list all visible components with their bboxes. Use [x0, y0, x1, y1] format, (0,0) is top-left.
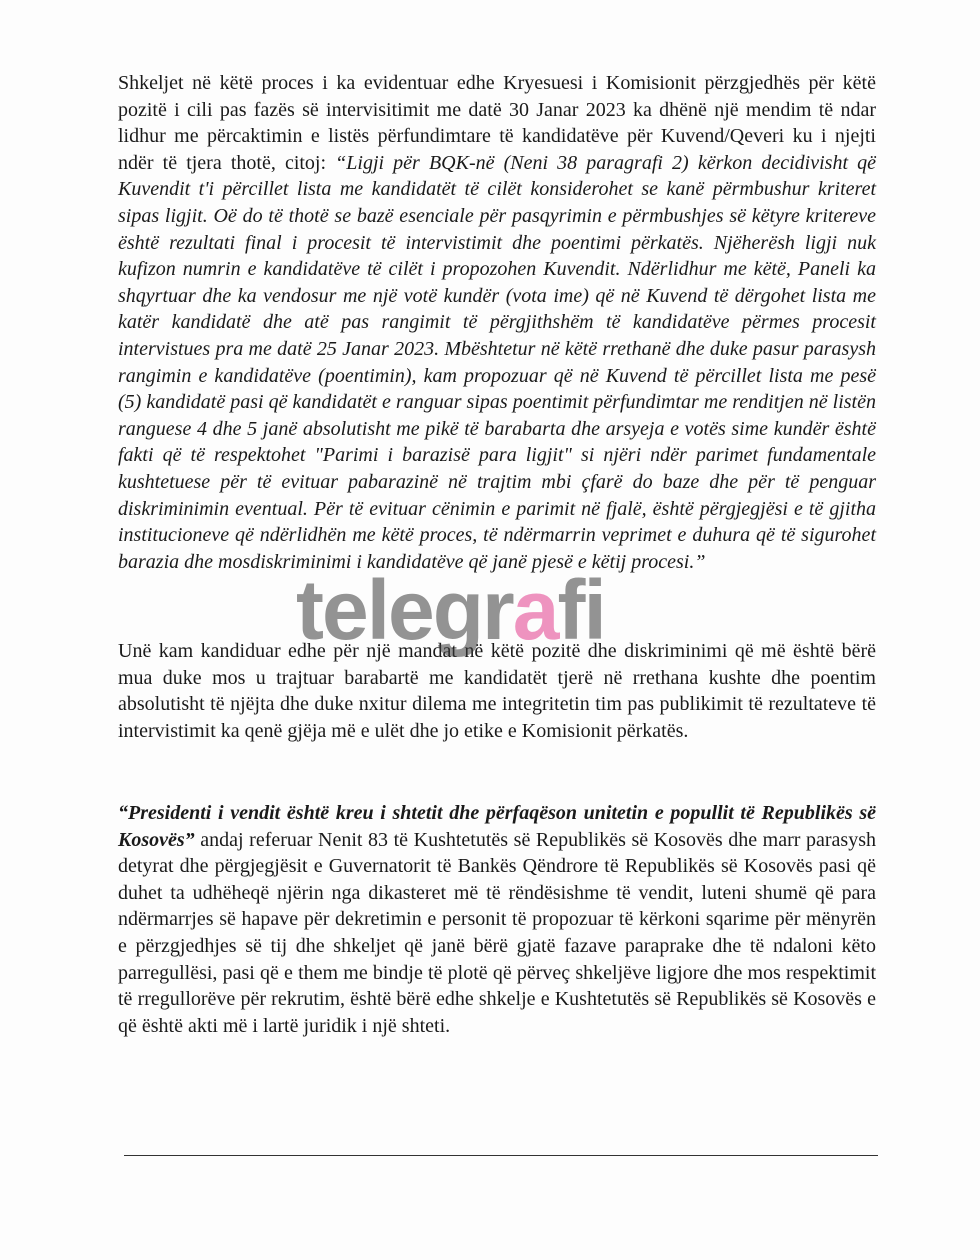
paragraph-request-text: andaj referuar Nenit 83 të Kushtetutës së Republikës së Kosovës dhe marr parasysh detyrat dhe përgjegjësit e Guvernatorit të Bankës Qëndrore të Republikës së Kosovës pasi që duhet ta udhëheqë njërin nga dikasteret më të rëndësishme të vendit, luteni shumë që para ndërmarrjes së hapave për dekretimin e personit të propozuar të kërkoni sqarime për mënyrën e përzgjedhjes së tij dhe shkeljet që janë bërë gjatë fazave paraprake dhe të ndaloni këto parregullësi, pasi që e them me bindje të plotë që përveç shkeljëve ligjore dhe mos respektimit të rregullorëve për rekrutim, është bërë edhe shkelje e Kushtetutës së Republikës së Kosovës e që është akti më i lartë juridik i një shteti.: [118, 828, 876, 1037]
quoted-chairman-opinion: “Ligji për BQK-në (Neni 38 paragrafi 2) kërkon decidivisht që Kuvendit t'i përcillet lista me kandidatët të cilët konsiderohet se kanë përmbushur kriteret sipas ligjit. Oë do të thotë se bazë esenciale për pasqyrimin e përmbushjes së këtyre kritereve është rezultati final i procesit të intervistimit dhe poentimi përkatës. Njëherësh ligji nuk kufizon numrin e kandidatëve të cilët i propozohen Kuvendit. Ndërlidhur me këtë, Paneli ka shqyrtuar dhe ka vendosur me një votë kundër (vota ime) që në Kuvend të dërgohet lista me katër kandidatë dhe atë pas rangimit të përgjithshëm të kandidatëve përmes procesit intervistues pra me datë 25 Janar 2023. Mbështetur në këtë rrethanë dhe duke pasur parasysh rangimin e kandidatëve (poentimin), kam propozuar që në Kuvend të përcillet lista me pesë (5) kandidatë pasi që kandidatët e ranguar sipas poentimit përfundimtar me renditjen në listën ranguese 4 dhe 5 janë absolutisht me pikë të barabarta dhe arsyeja e votës sime kundër është fakti që të respektohet "Parimi i barazisë para ligjit" si njëri ndër parimet fundamentale kushtetuese për të evituar pabarazinë në trajtim mbi çfarë do baze dhe për të penguar diskriminimin eventual. Për të evituar cënimin e parimit në fjalë, është përgjegjësi e të gjitha institucioneve që ndërlidhën me këtë proces, të ndërmarrin veprimet e duhura që të sigurohet barazia dhe mosdiskriminimi i kandidatëve që janë pjesë e këtij procesi.”: [118, 151, 876, 573]
quoted-constitution-article: “Presidenti i vendit është kreu i shtetit dhe përfaqëson unitetin e popullit të Republikës së Kosovës”: [118, 802, 876, 851]
paragraph-candidate-discrimination: Unë kam kandiduar edhe për një mandat në këtë pozitë dhe diskriminimi që më është bërë mua duke mos u trajtuar barabartë me kandidatët tjerë në rrethana kushte dhe poentim absolutisht të njëjta dhe duke nxitur dilema me integritetin tim pas publikimit të rezultateve të intervistimit ka qenë gjëja më e ulët dhe jo etike e Komisionit përkatës.: [118, 640, 876, 742]
footer-divider-line: [124, 1155, 878, 1156]
paragraph-committee-violations: [118, 70, 876, 575]
paragraph-president-request: [118, 800, 876, 1039]
telegrafi-watermark-logo: telegrafi: [296, 563, 605, 657]
paragraph-intro-text: Shkeljet në këtë proces i ka evidentuar edhe Kryesuesi i Komisionit përzgjedhës për këtë pozitë i cili pas fazës së intervisitimit me datë 30 Janar 2023 ka dhënë një mendim të ndar lidhur me përcaktimin e listës përfundimtare të kandidatëve për Kuvend/Qeveri ku i njejti ndër të tjera thotë, citoj:: [118, 72, 876, 174]
